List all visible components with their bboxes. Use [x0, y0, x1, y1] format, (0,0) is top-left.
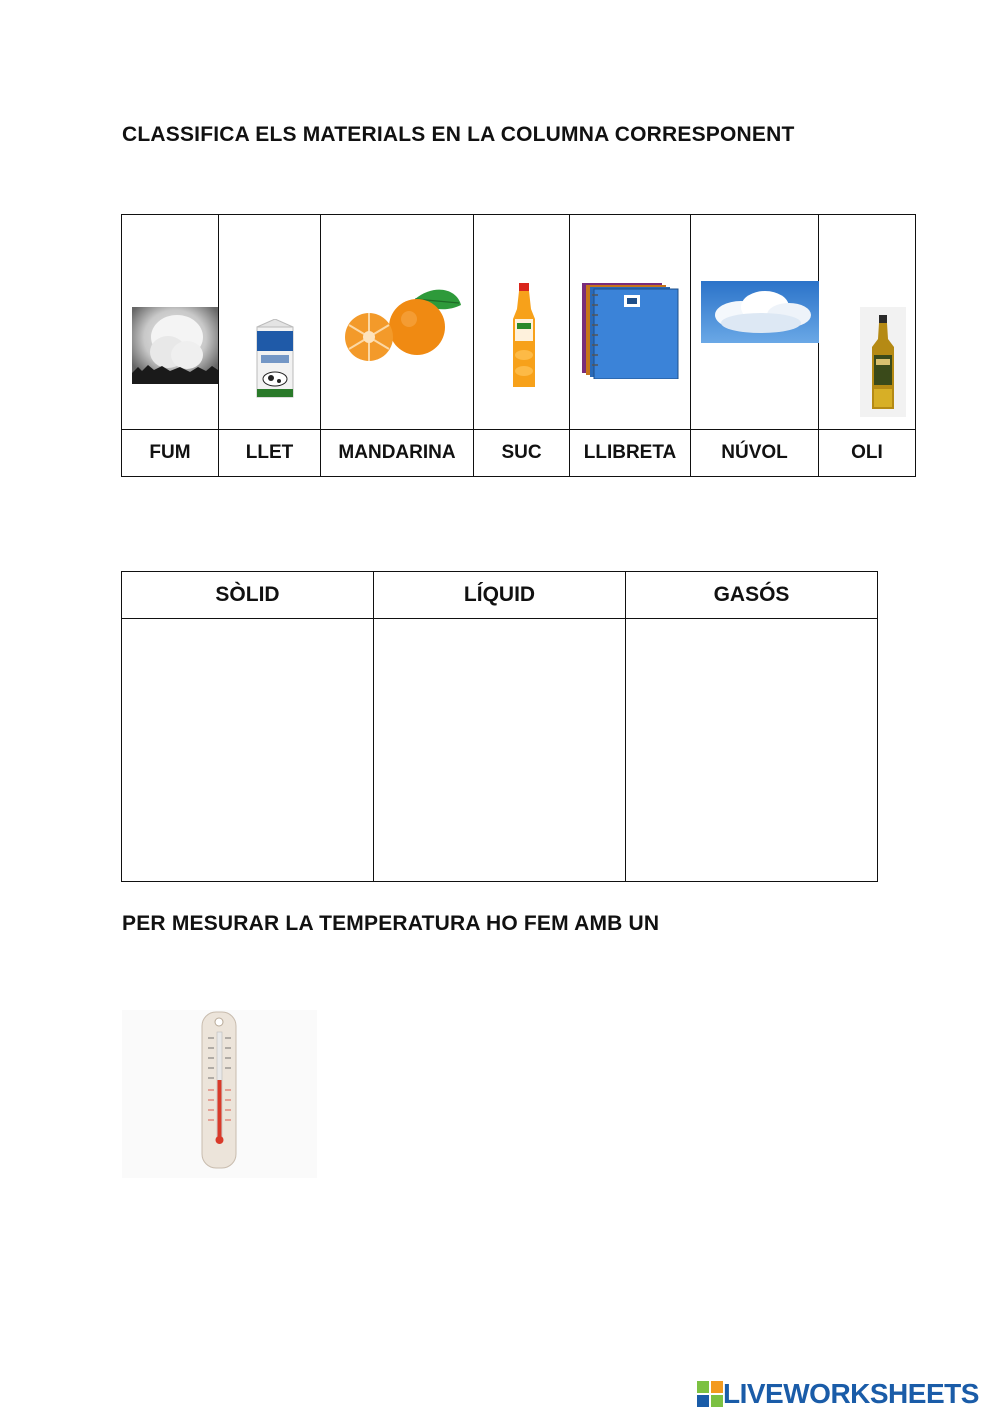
material-label: FUM: [122, 430, 219, 477]
material-cell-fum: [122, 215, 219, 430]
classification-table: [121, 571, 878, 882]
mandarin-photo: [335, 279, 465, 369]
brand-name: LIVEWORKSHEETS: [723, 1378, 979, 1409]
instruction-temperature: PER MESURAR LA TEMPERATURA HO FEM AMB UN: [122, 912, 660, 935]
milk-carton-photo: [253, 319, 299, 399]
logo-mark-icon: [697, 1381, 723, 1407]
material-label: LLET: [219, 430, 321, 477]
drop-zone-liquid[interactable]: [374, 619, 626, 882]
column-header-solid: SÒLID: [122, 572, 374, 619]
material-label: MANDARINA: [321, 430, 474, 477]
materials-table: [121, 214, 916, 477]
cloud-photo: [701, 281, 819, 343]
column-header-gas: GASÓS: [626, 572, 878, 619]
material-cell-nuvol: [691, 215, 819, 430]
material-cell-mandarina: [321, 215, 474, 430]
material-cell-suc: [474, 215, 570, 430]
liveworksheets-logo: [697, 1378, 979, 1410]
material-label: OLI: [819, 430, 916, 477]
oil-bottle-photo: [860, 307, 906, 417]
notebook-photo: [578, 279, 686, 379]
instruction-classify: CLASSIFICA ELS MATERIALS EN LA COLUMNA CORRESPONENT: [122, 123, 795, 146]
material-label: SUC: [474, 430, 570, 477]
material-cell-oli: [819, 215, 916, 430]
material-cell-llet: [219, 215, 321, 430]
smoke-photo: [132, 307, 218, 384]
material-label: NÚVOL: [691, 430, 819, 477]
thermometer-photo: [122, 1010, 317, 1178]
column-header-liquid: LÍQUID: [374, 572, 626, 619]
material-label: LLIBRETA: [570, 430, 691, 477]
material-cell-llibreta: [570, 215, 691, 430]
juice-bottle-photo: [509, 283, 539, 391]
drop-zone-solid[interactable]: [122, 619, 374, 882]
drop-zone-gas[interactable]: [626, 619, 878, 882]
